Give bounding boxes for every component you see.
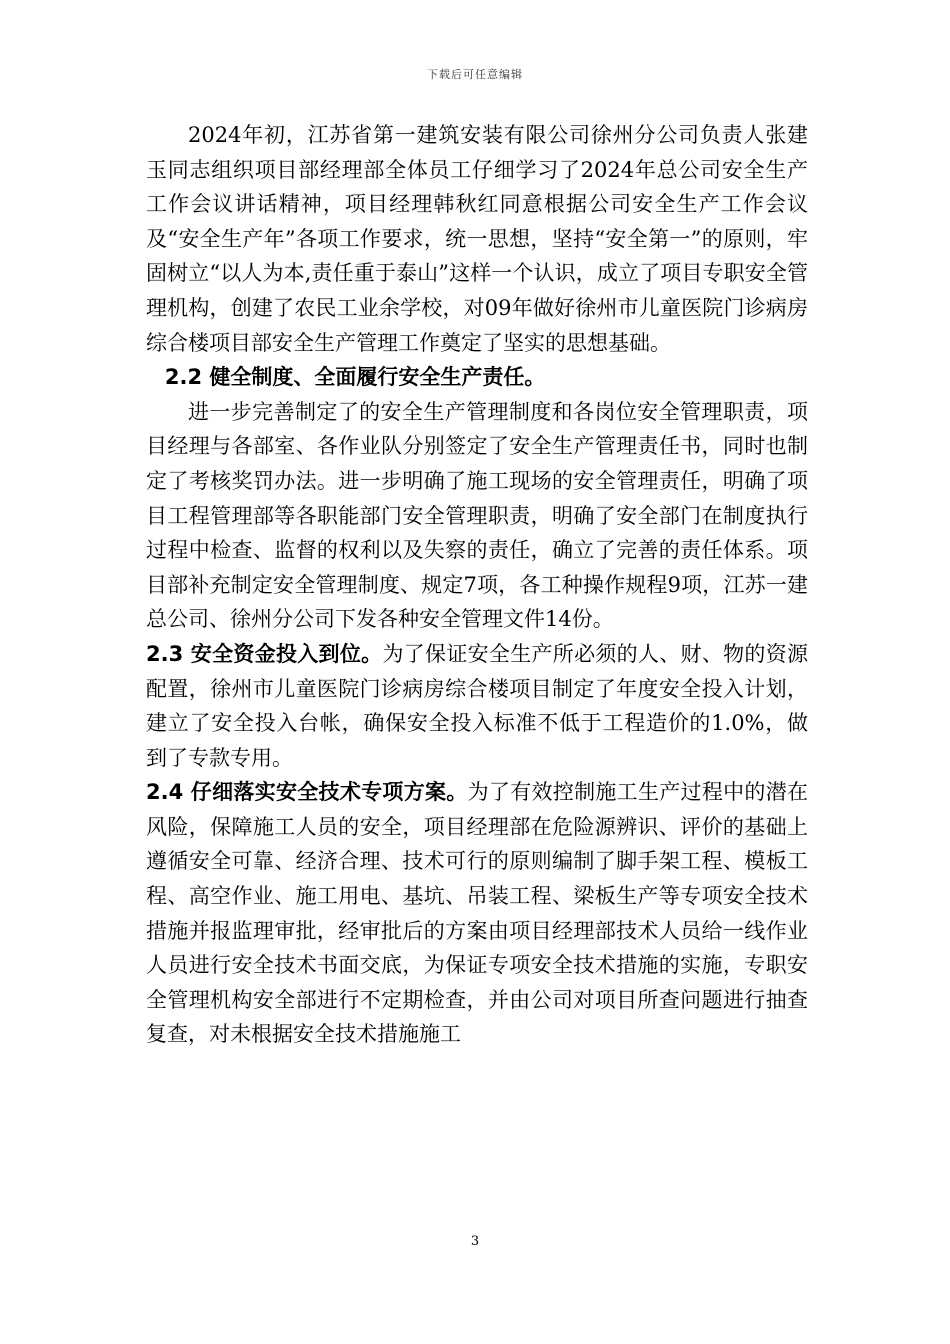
section-heading-2-3: 2.3 安全资金投入到位。 [146,641,383,666]
section-text-2-3: 为了保证安全生产所必须的人、财、物的资源配置，徐州市儿童医院门诊病房综合楼项目制定了年度安全投入计划，建立了安全投入台帐，确保安全投入标准不低于工程造价的1.0%，做到了专款专用。 [146,641,808,770]
paragraph-section-2-4 [146,775,808,1052]
section-text-2-4: 为了有效控制施工生产过程中的潜在风险，保障施工人员的安全，项目经理部在危险源辨识、评价的基础上遵循安全可靠、经济合理、技术可行的原则编制了脚手架工程、模板工程、高空作业、施工用电、基坑、吊装工程、梁板生产等专项安全技术措施并报监理审批，经审批后的方案由项目经理部技术人员给一线作业人员进行安全技术书面交底，为保证专项安全技术措施的实施，专职安全管理机构安全部进行不定期检查，并由公司对项目所查问题进行抽查复查，对未根据安全技术措施施工 [146,780,808,1047]
page-number: 3 [470,1234,480,1249]
paragraph-section-2-2: 进一步完善制定了的安全生产管理制度和各岗位安全管理职责，项目经理与各部室、各作业队分别签定了安全生产管理责任书，同时也制定了考核奖罚办法。进一步明确了施工现场的安全管理责任，明确了项目工程管理部等各职能部门安全管理职责，明确了安全部门在制度执行过程中检查、监督的权利以及失察的责任，确立了完善的责任体系。项目部补充制定安全管理制度、规定7项，各工种操作规程9项，江苏一建总公司、徐州分公司下发各种安全管理文件14份。 [146,399,808,632]
page-header-note: 下载后可任意编辑 [427,68,523,81]
section-heading-2-4: 2.4 仔细落实安全技术专项方案。 [146,780,468,805]
paragraph-section-2-3 [146,637,808,775]
section-heading-2-2: 2.2 健全制度、全面履行安全生产责任。 [164,365,546,390]
document-body [146,118,808,1052]
paragraph-intro: 2024年初，江苏省第一建筑安装有限公司徐州分公司负责人张建玉同志组织项目部经理部全体员工仔细学习了2024年总公司安全生产工作会议讲话精神，项目经理韩秋红同意根据公司安全生产工作会议及“安全生产年”各项工作要求，统一思想，坚持“安全第一”的原则，牢固树立“以人为本,责任重于泰山”这样一个认识，成立了项目专职安全管理机构，创建了农民工业余学校，对09年做好徐州市儿童医院门诊病房综合楼项目部安全生产管理工作奠定了坚实的思想基础。 [146,123,808,355]
